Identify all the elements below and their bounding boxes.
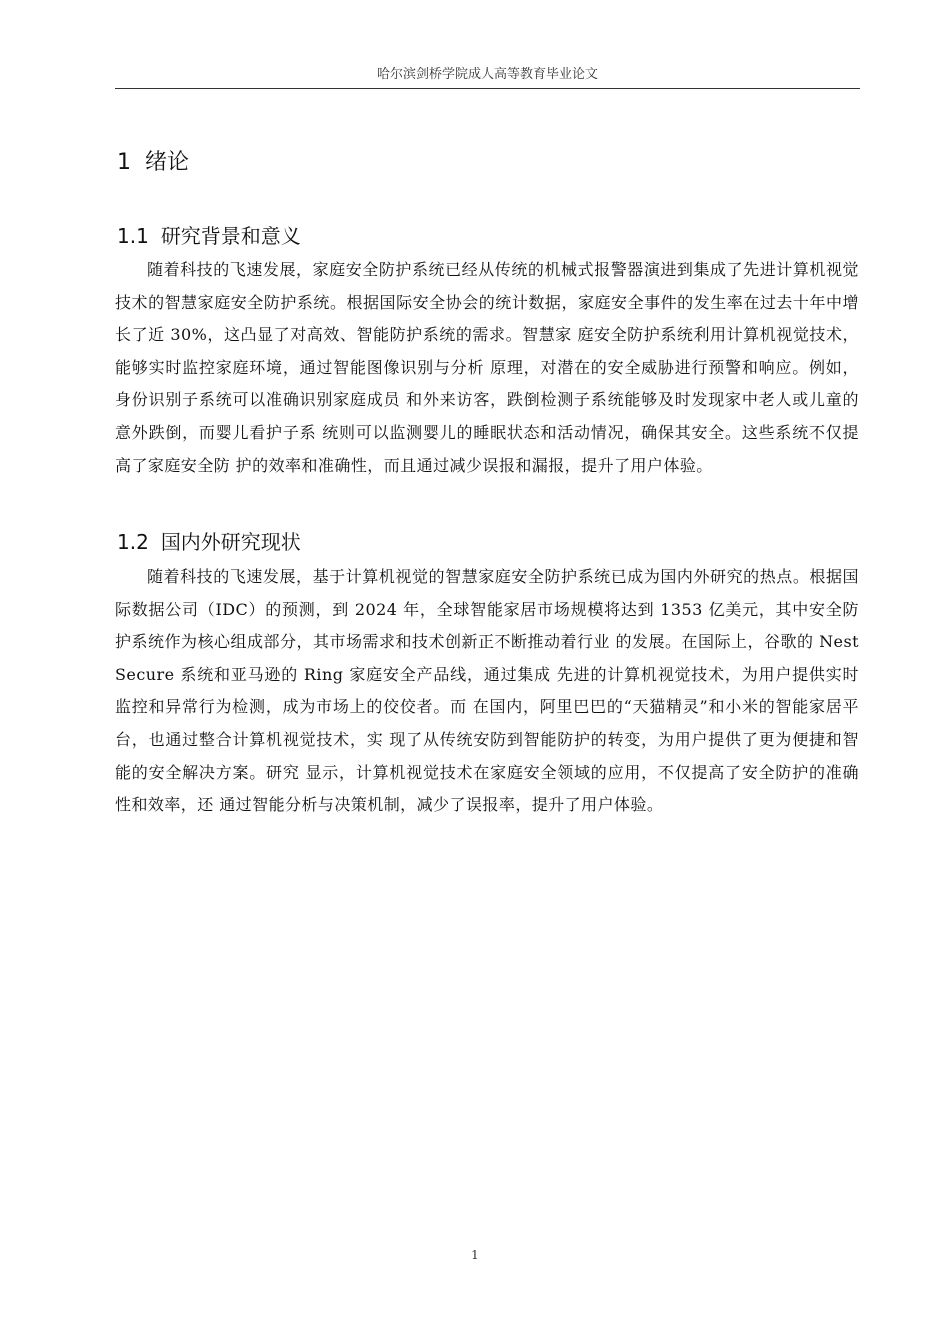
section-title-text: 研究背景和意义: [160, 224, 301, 248]
section-number: 1.1: [117, 224, 149, 248]
chapter-number: 1: [117, 150, 131, 175]
page-number: 1: [471, 1248, 479, 1262]
section-title-1-1: [117, 221, 301, 251]
section-body-1-1: 随着科技的飞速发展，家庭安全防护系统已经从传统的机械式报警器演进到集成了先进计算机视觉技术的智慧家庭安全防护系统。根据国际安全协会的统计数据，家庭安全事件的发生率在过去十年中增长了近 30%，这凸显了对高效、智能防护系统的需求。智慧家 庭安全防护系统利用计算机视觉技术，能够实时监控家庭环境，通过智能图像识别与分析 原理，对潜在的安全威胁进行预警和响应。例如，身份识别子系统可以准确识别家庭成员 和外来访客，跌倒检测子系统能够及时发现家中老人或儿童的意外跌倒，而婴儿看护子系 统则可以监测婴儿的睡眠状态和活动情况，确保其安全。这些系统不仅提高了家庭安全防 护的效率和准确性，而且通过减少误报和漏报，提升了用户体验。: [115, 260, 859, 475]
section-body-1-2: 随着科技的飞速发展，基于计算机视觉的智慧家庭安全防护系统已成为国内外研究的热点。根据国际数据公司（IDC）的预测，到 2024 年，全球智能家居市场规模将达到 1353 亿美元，其中安全防护系统作为核心组成部分，其市场需求和技术创新正不断推动着行业 的发展。在国际上，谷歌的 Nest Secure 系统和亚马逊的 Ring 家庭安全产品线，通过集成 先进的计算机视觉技术，为用户提供实时监控和异常行为检测，成为市场上的佼佼者。而 在国内，阿里巴巴的“天猫精灵”和小米的智能家居平台，也通过整合计算机视觉技术，实 现了从传统安防到智能防护的转变，为用户提供了更为便捷和智能的安全解决方案。研究 显示，计算机视觉技术在家庭安全领域的应用，不仅提高了安全防护的准确性和效率，还 通过智能分析与决策机制，减少了误报率，提升了用户体验。: [115, 567, 859, 815]
section-number: 1.2: [117, 530, 149, 554]
header-title: 哈尔滨剑桥学院成人高等教育毕业论文: [376, 67, 598, 82]
section-title-text: 国内外研究现状: [160, 530, 301, 554]
page-header: [115, 62, 860, 89]
chapter-title: [117, 147, 189, 179]
section-title-1-2: [117, 527, 301, 557]
chapter-title-text: 绪论: [145, 150, 190, 175]
